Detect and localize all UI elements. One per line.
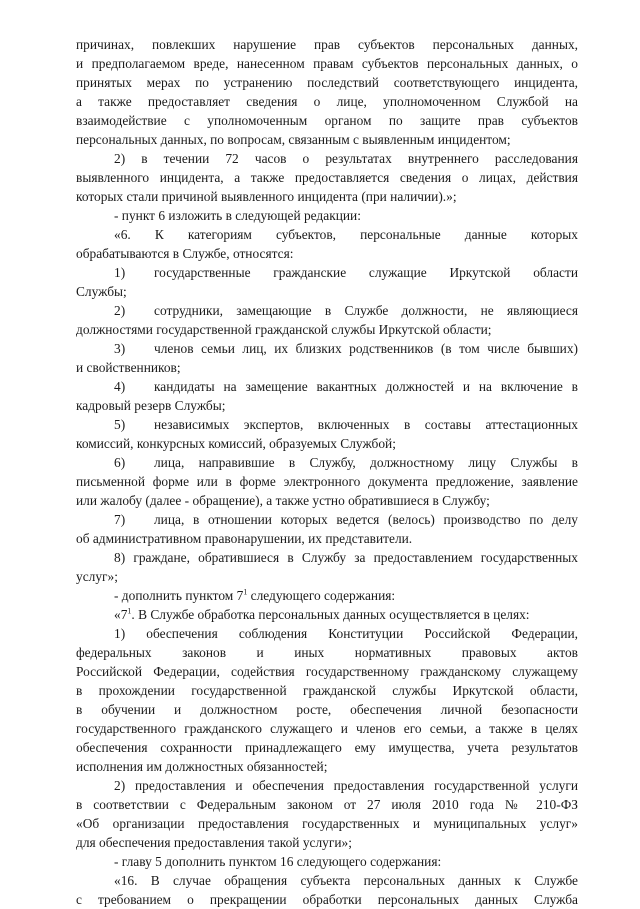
list-number: 7) — [114, 512, 126, 527]
text-line: лица, в отношении которых ведется (велось) производство по делу — [154, 512, 578, 527]
text-line: услуг»; — [76, 569, 118, 584]
superscript: 1 — [127, 606, 132, 616]
text-line: Службы; — [76, 284, 127, 299]
text-line: независимых экспертов, включенных в составы аттестационных — [154, 417, 578, 432]
text-line: в соответствии с Федеральным законом от 27 июля 2010 года № 210-ФЗ — [76, 797, 578, 812]
text-line: 2) в течении 72 часов о результатах внутреннего расследования — [114, 151, 578, 166]
text-line: исполнения им должностных обязанностей; — [76, 759, 328, 774]
list-number: 4) — [114, 379, 126, 394]
text-line — [114, 605, 578, 624]
text-line: 8) граждане, обратившиеся в Службу за предоставлением государственных — [114, 550, 578, 565]
text-line: в прохождении государственной гражданской службы Иркутской области, — [76, 683, 578, 698]
text-line: - главу 5 дополнить пунктом 16 следующего содержания: — [114, 854, 442, 869]
text-line: в обучении и должностном росте, обеспечения личной безопасности — [76, 702, 578, 717]
list-number: 5) — [114, 417, 126, 432]
text-span: «7 — [114, 607, 128, 622]
text-line: а также предоставляет сведения о лице, уполномоченном Службой на — [76, 94, 578, 109]
list-number: 3) — [114, 341, 126, 356]
text-line: и предполагаемом вреде, нанесенном правам субъектов персональных данных, о — [76, 56, 578, 71]
text-line: 1) обеспечения соблюдения Конституции Российской Федерации, — [114, 626, 578, 641]
text-line: кандидаты на замещение вакантных должностей и на включение в — [154, 379, 578, 394]
text-line: государственного гражданского служащего и членов его семьи, а также в целях — [76, 721, 578, 736]
superscript: 1 — [243, 587, 248, 597]
text-line — [114, 586, 578, 605]
text-line: сотрудники, замещающие в Службе должности, не являющиеся — [154, 303, 578, 318]
text-line: должностями государственной гражданской службы Иркутской области; — [76, 322, 492, 337]
text-line: персональных данных, по вопросам, связанным с выявленным инцидентом; — [76, 132, 511, 147]
text-line: комиссий, конкурсных комиссий, образуемых Службой; — [76, 436, 396, 451]
list-number: 2) — [114, 303, 126, 318]
text-line: об административном правонарушении, их представители. — [76, 531, 413, 546]
text-line: которых стали причиной выявленного инцидента (при наличии).»; — [76, 189, 457, 204]
text-line: членов семьи лиц, их близких родственников (в том числе бывших) — [154, 341, 578, 356]
list-number: 6) — [114, 455, 126, 470]
text-line: 2) предоставления и обеспечения предоставления государственной услуги — [114, 778, 578, 793]
text-span: - дополнить пунктом 7 — [114, 588, 244, 603]
text-line: взаимодействие с уполномоченным органом по защите прав субъектов — [76, 113, 578, 128]
text-line: «Об организации предоставления государственных и муниципальных услуг» — [76, 816, 578, 831]
text-span: . В Службе обработка персональных данных осуществляется в целях: — [131, 607, 530, 622]
text-line: «16. В случае обращения субъекта персональных данных к Службе — [114, 873, 578, 888]
text-line: для обеспечения предоставления такой услуги»; — [76, 835, 352, 850]
text-line: государственные гражданские служащие Иркутской области — [154, 265, 578, 280]
text-line: Российской Федерации, содействия государственному гражданскому служащему — [76, 664, 578, 679]
text-line: или жалобу (далее - обращение), а также устно обратившиеся в Службу; — [76, 493, 490, 508]
text-line: «6. К категориям субъектов, персональные данные которых — [114, 227, 578, 242]
text-line: причинах, повлекших нарушение прав субъектов персональных данных, — [76, 37, 578, 52]
text-line: федеральных законов и иных нормативных правовых актов — [76, 645, 578, 660]
text-line: письменной форме или в форме электронного документа предложение, заявление — [76, 474, 578, 489]
text-line: лица, направившие в Службу, должностному лицу Службы в — [154, 455, 578, 470]
text-line: принятых мерах по устранению последствий соответствующего инцидента, — [76, 75, 578, 90]
text-line: и свойственников; — [76, 360, 181, 375]
list-number: 1) — [114, 265, 126, 280]
text-line: кадровый резерв Службы; — [76, 398, 226, 413]
text-line: выявленного инцидента, а также предоставляется сведения о лицах, действия — [76, 170, 578, 185]
text-line: - пункт 6 изложить в следующей редакции: — [114, 208, 361, 223]
text-line: с требованием о прекращении обработки персональных данных Служба — [76, 892, 578, 907]
text-line: обрабатываются в Службе, относятся: — [76, 246, 294, 261]
text-line: обеспечения сохранности принадлежащего ему имущества, учета результатов — [76, 740, 578, 755]
text-span: следующего содержания: — [247, 588, 396, 603]
